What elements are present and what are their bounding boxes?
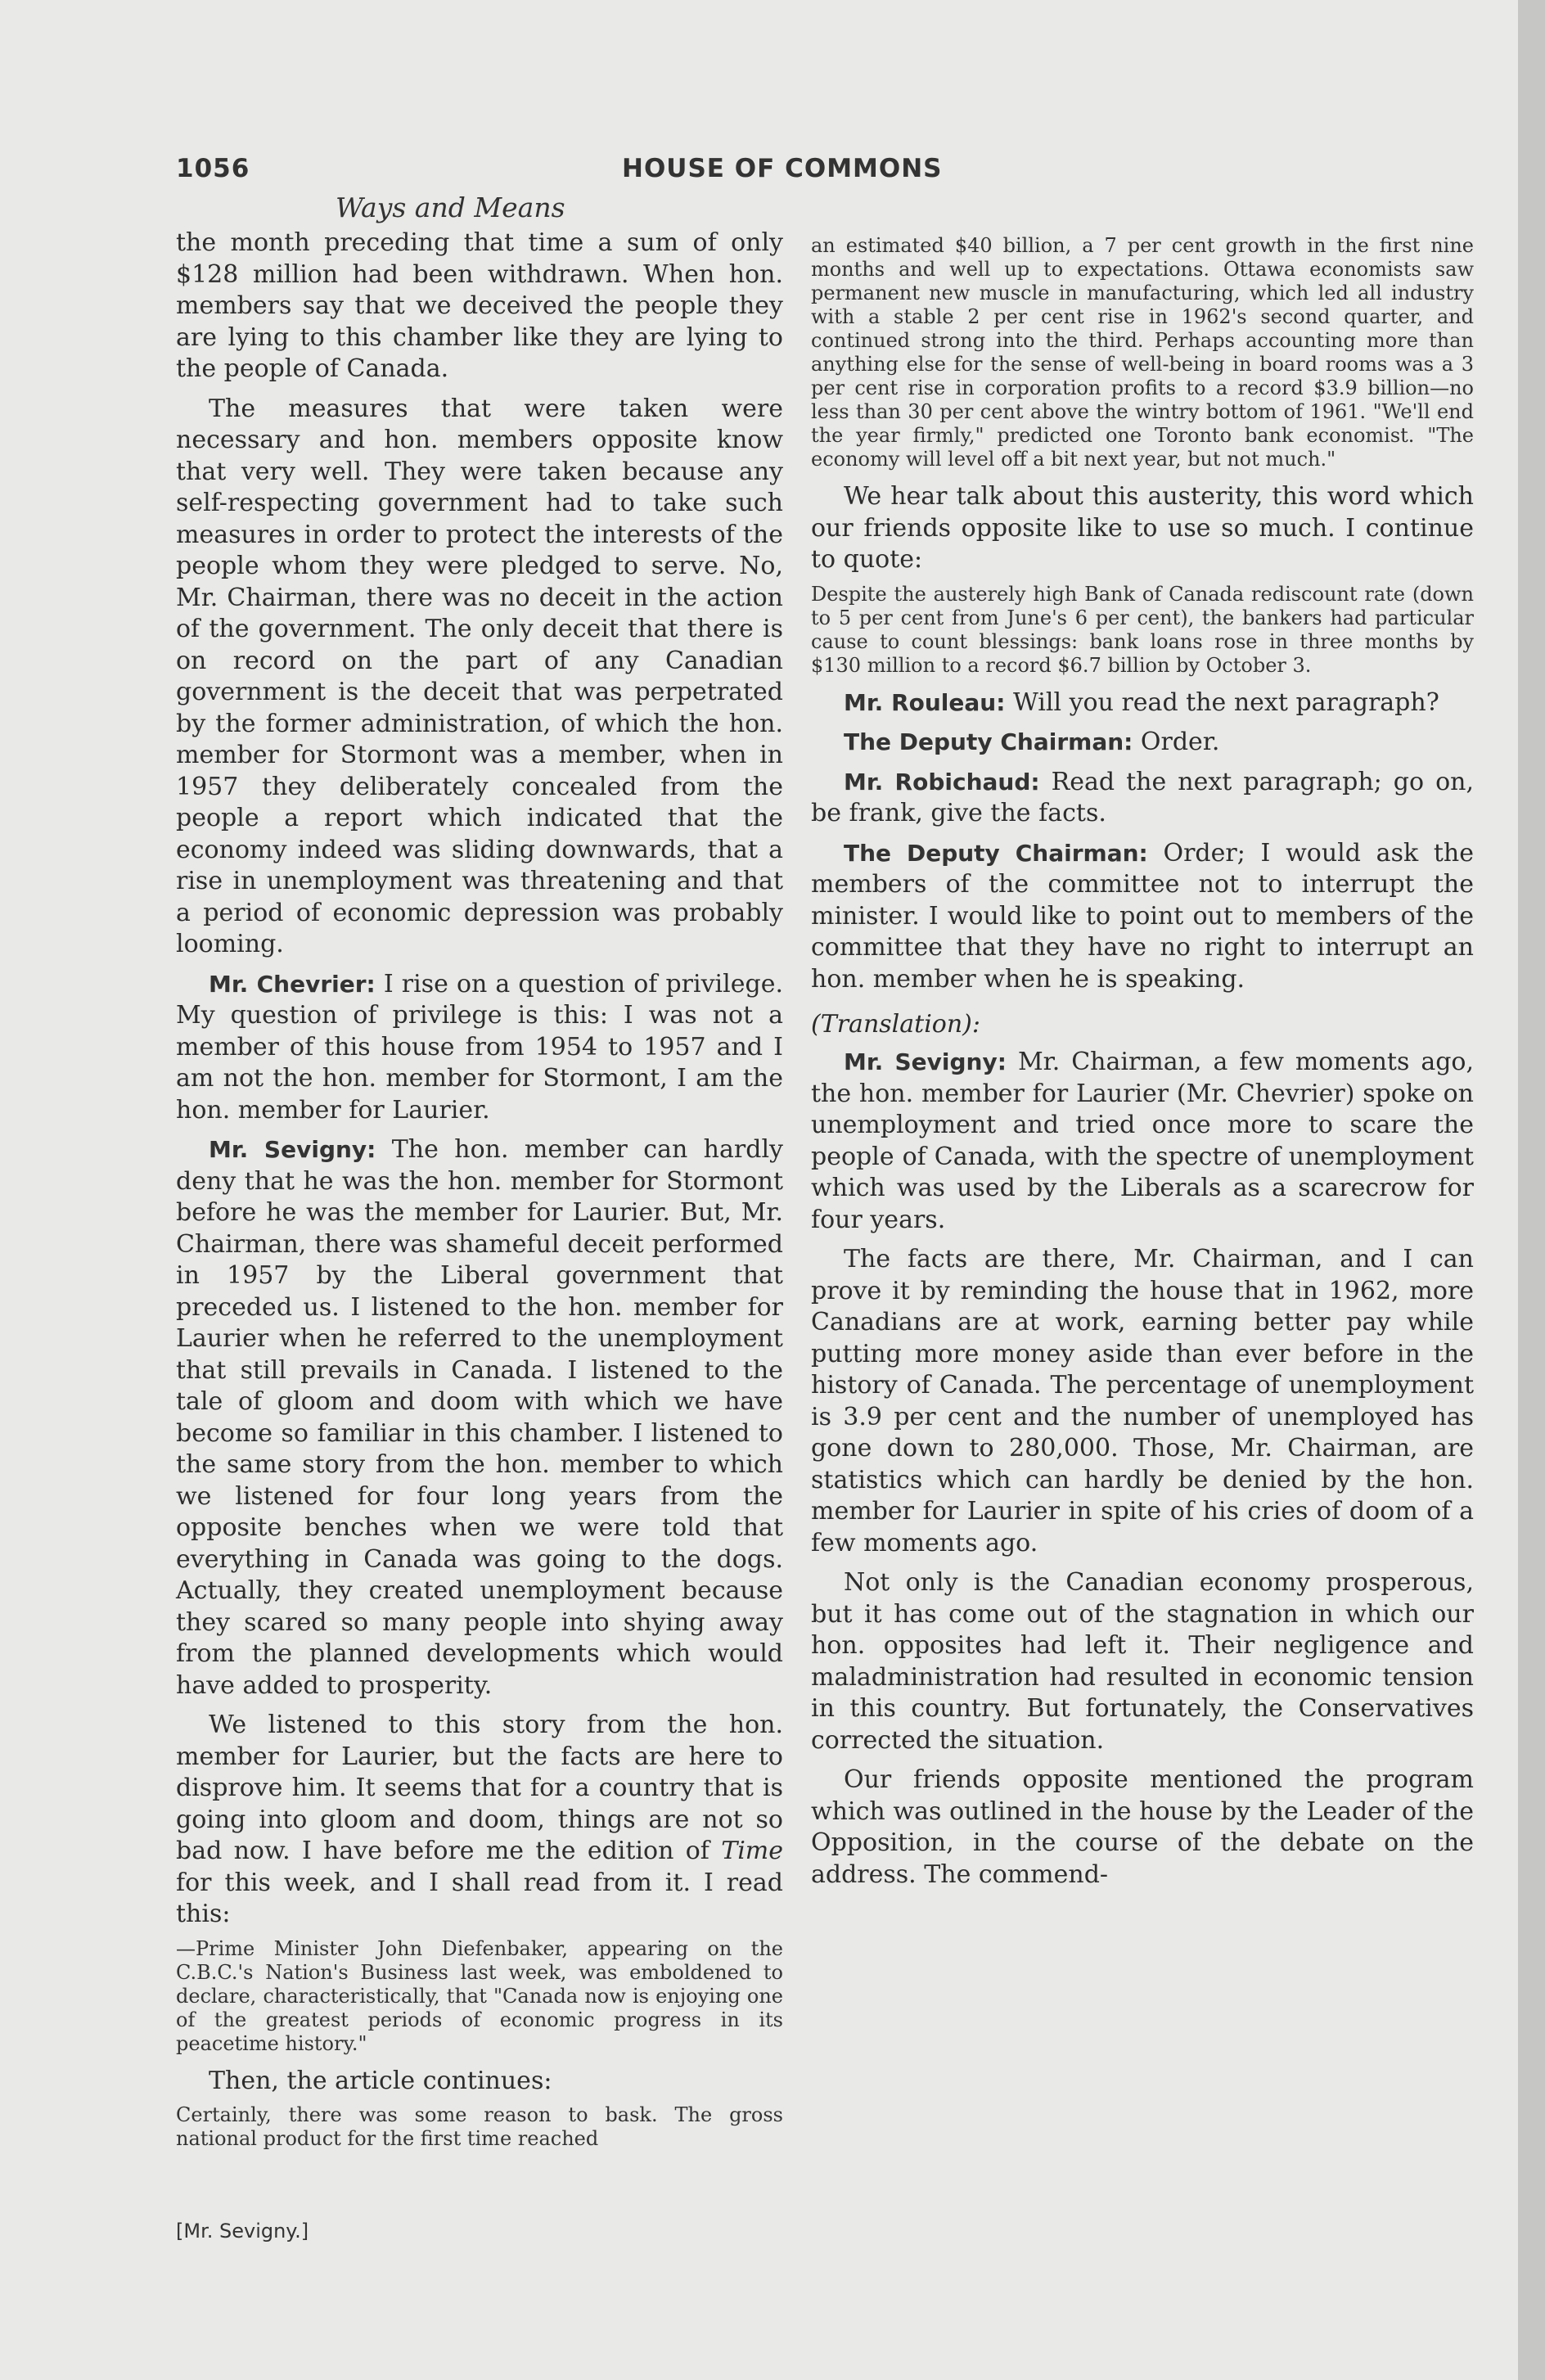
speech-text: Order; I would ask the members of the committee not to interrupt the minister. I would like to point out to members of the committee that they have no right to interrupt an hon. member when he is speaking. <box>811 838 1474 994</box>
speaker-name: Mr. Sevigny: <box>209 1136 376 1163</box>
paragraph-text: We listened to this story from the hon. member for Laurier, but the facts are here to disprove him. It seems that for a country that is going into gloom and doom, things are not so bad now. I have before me the edition of <box>176 1711 783 1865</box>
page-edge <box>1518 0 1545 2380</box>
speech-paragraph <box>176 969 783 1127</box>
quoted-passage: —Prime Minister John Diefenbaker, appearing on the C.B.C.'s Nation's Business last week, was emboldened to declare, characteristically, that "Canada now is enjoying one of the greatest periods of economic progress in its peacetime history." <box>176 1936 783 2055</box>
speaker-name: Mr. Chevrier: <box>209 970 376 998</box>
speaker-name: Mr. Rouleau: <box>844 688 1006 716</box>
footer-speaker: [Mr. Sevigny.] <box>176 2220 309 2243</box>
body-paragraph: Our friends opposite mentioned the program which was outlined in the house by the Leader of the Opposition, in the course of the debate on the address. The commend- <box>811 1765 1474 1889</box>
right-column <box>811 228 1474 1891</box>
speech-text: The hon. member can hardly deny that he was the hon. member for Stormont before he was the member for Laurier. But, Mr. Chairman, there was shameful deceit performed in 1957 by the Liberal government that preceded us. I listened to the hon. member for Laurier when he referred to the unemployment that still prevails in Canada. I listened to the tale of gloom and doom with which we have become so familiar in this chamber. I listened to the same story from the hon. member to which we listened for four long years from the opposite benches when we were told that everything in Canada was going to the dogs. Actually, they created unemployment because they scared so many people into shying away from the planned developments which would have added to prosperity. <box>176 1135 783 1700</box>
body-paragraph: the month preceding that time a sum of only $128 million had been withdrawn. When hon. members say that we deceived the people they are lying to this chamber like they are lying to the people of Canada. <box>176 228 783 383</box>
speech-text: Read the next paragraph; go on, be frank, give the facts. <box>811 767 1475 827</box>
speech-paragraph <box>176 1134 783 1702</box>
speech-text: I rise on a question of privilege. My question of privilege is this: I was not a member of this house from 1954 to 1957 and I am not the hon. member for Stormont, I am the hon. member for Laurier. <box>176 969 783 1125</box>
body-paragraph: Not only is the Canadian economy prosperous, but it has come out of the stagnation in which our hon. opposites had left it. Their negligence and maladministration had resulted in economic tension in this country. But fortunately, the Conservatives corrected the situation. <box>811 1568 1474 1755</box>
section-title: Ways and Means <box>336 192 565 223</box>
page-number: 1056 <box>176 154 250 183</box>
body-paragraph <box>176 1710 783 1931</box>
translation-marker: (Translation): <box>811 1010 980 1039</box>
speaker-name: Mr. Robichaud: <box>844 768 1040 796</box>
quoted-passage: Despite the austerely high Bank of Canada rediscount rate (down to 5 per cent from June's 6 per cent), the bankers had particular cause to count blessings: bank loans rose in three months by $130 million to a record $6.7 billion by October 3. <box>811 582 1474 677</box>
speech-paragraph <box>811 1047 1474 1236</box>
speech-paragraph <box>811 687 1474 719</box>
body-paragraph: Then, the article continues: <box>209 2066 552 2095</box>
body-paragraph: The measures that were taken were necessary and hon. members opposite know that very well. They were taken because any self-respecting government had to take such measures in order to protect the interests of the people whom they were pledged to serve. No, Mr. Chairman, there was no deceit in the action of the government. The only deceit that there is on record on the part of any Canadian government is the deceit that was perpetrated by the former administration, of which the hon. member for Stormont was a member, when in 1957 they deliberately concealed from the people a report which indicated that the economy indeed was sliding downwards, that a rise in unemployment was threatening and that a period of economic depression was probably looming. <box>176 394 783 958</box>
quoted-passage: Certainly, there was some reason to bask. The gross national product for the first time reached <box>176 2103 783 2150</box>
body-paragraph: We hear talk about this austerity, this word which our friends opposite like to use so much. I continue to quote: <box>811 482 1474 574</box>
publication-title: Time <box>721 1837 783 1865</box>
left-column <box>176 228 783 2161</box>
quoted-passage: an estimated $40 billion, a 7 per cent growth in the first nine months and well up to expectations. Ottawa economists saw permanent new muscle in manufacturing, which led all industry with a stable 2 per cent rise in 1962's second quarter, and continued strong into the third. Perhaps accounting more than anything else for the sense of well-being in board rooms was a 3 per cent rise in corporation profits to a record $3.9 billion—no less than 30 per cent above the wintry bottom of 1961. "We'll end the year firmly," predicted one Toronto bank economist. "The economy will level off a bit next year, but not much." <box>811 234 1474 471</box>
speaker-name: The Deputy Chairman: <box>844 728 1133 755</box>
speech-text: Mr. Chairman, a few moments ago, the hon. member for Laurier (Mr. Chevrier) spoke on unemployment and tried once more to scare the people of Canada, with the spectre of unemployment which was used by the Liberals as a scarecrow for four years. <box>811 1048 1475 1234</box>
running-head: HOUSE OF COMMONS <box>622 154 943 183</box>
speech-paragraph <box>811 727 1474 759</box>
speech-text: Will you read the next paragraph? <box>1012 687 1439 717</box>
speech-paragraph <box>811 767 1474 830</box>
speech-paragraph <box>811 838 1474 996</box>
page-header <box>176 154 1477 187</box>
speaker-name: The Deputy Chairman: <box>844 839 1148 867</box>
paragraph-text: for this week, and I shall read from it. I read this: <box>176 1868 783 1928</box>
speaker-name: Mr. Sevigny: <box>844 1048 1007 1075</box>
body-paragraph: The facts are there, Mr. Chairman, and I can prove it by reminding the house that in 1962, more Canadians are at work, earning better pay while putting more money aside than ever before in the history of Canada. The percentage of unemployment is 3.9 per cent and the number of unemployed has gone down to 280,000. Those, Mr. Chairman, are statistics which can hardly be denied by the hon. member for Laurier in spite of his cries of doom of a few moments ago. <box>811 1245 1474 1557</box>
speech-text: Order. <box>1140 728 1220 756</box>
